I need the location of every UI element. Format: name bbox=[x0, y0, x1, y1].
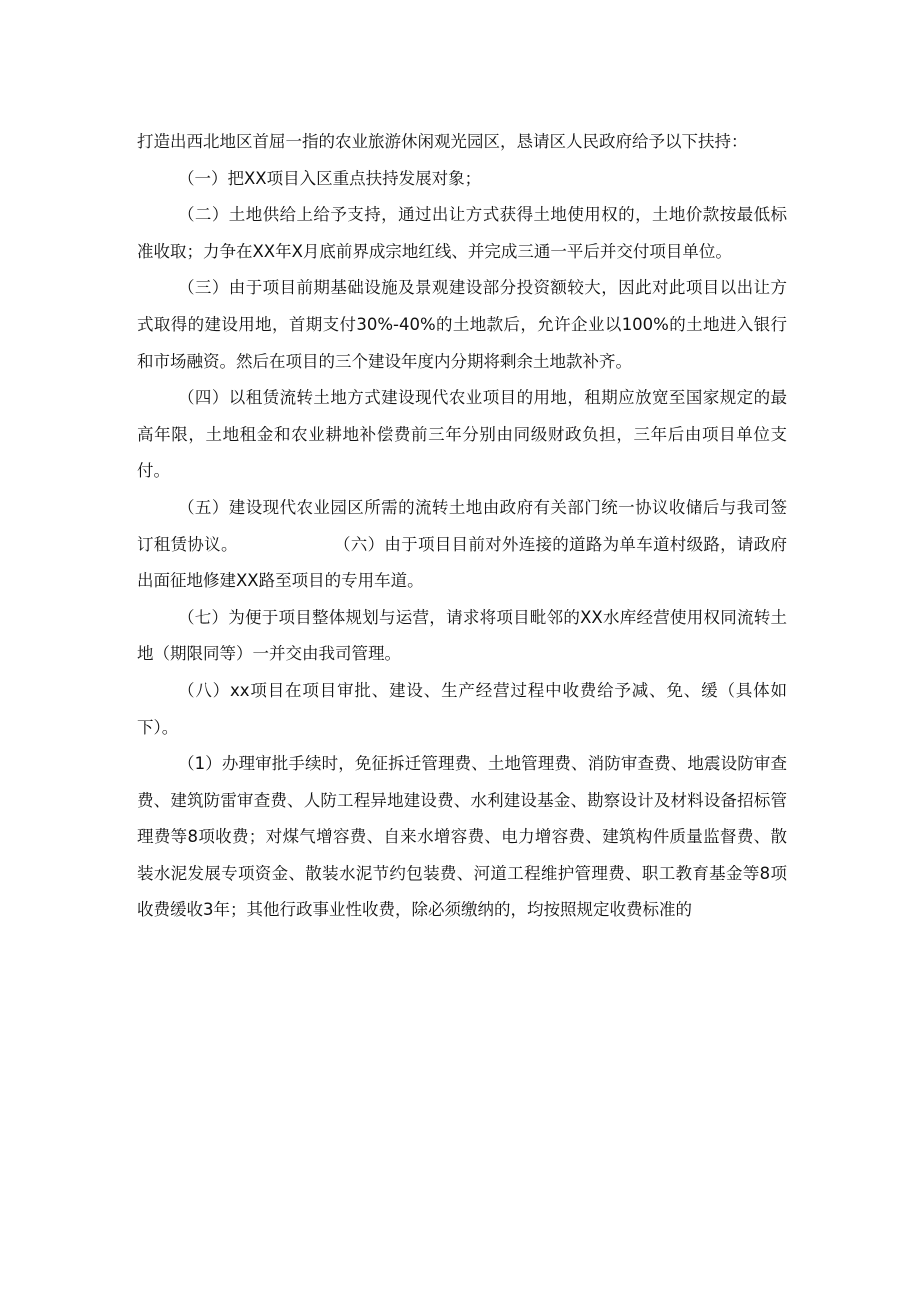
paragraph-item-6: （六）由于项目目前对外连接的道路为单车道村级路，请政府出面征地修建XX路至项目的专用车道。 bbox=[137, 534, 788, 591]
paragraph-item-7: （七）为便于项目整体规划与运营，请求将项目毗邻的XX水库经营使用权同流转土地（期限同等）一并交由我司管理。 bbox=[137, 607, 787, 664]
paragraph-item-3: （三）由于项目前期基础设施及景观建设部分投资额较大，因此对此项目以出让方式取得的建设用地，首期支付30%-40%的土地款后，允许企业以100%的土地进入银行和市场融资。然后在项目的三个建设年度内分期将剩余土地款补齐。 bbox=[137, 278, 787, 371]
paragraph-item-8: （八）xx项目在项目审批、建设、生产经营过程中收费给予减、免、缓（具体如下）。 bbox=[137, 680, 787, 737]
paragraph-item-4: （四）以租赁流转土地方式建设现代农业项目的用地，租期应放宽至国家规定的最高年限，土地租金和农业耕地补偿费前三年分别由同级财政负担，三年后由项目单位支付。 bbox=[137, 388, 787, 481]
paragraph-intro: 打造出西北地区首屈一指的农业旅游休闲观光园区，恳请区人民政府给予以下扶持： bbox=[137, 132, 748, 151]
document-body bbox=[137, 124, 787, 929]
paragraph-subitem-1: （1）办理审批手续时，免征拆迁管理费、土地管理费、消防审查费、地震设防审查费、建筑防雷审查费、人防工程异地建设费、水利建设基金、勘察设计及材料设备招标管理费等8项收费；对煤气增容费、自来水增容费、电力增容费、建筑构件质量监督费、散装水泥发展专项资金、散装水泥节约包装费、河道工程维护管理费、职工教育基金等8项收费缓收3年；其他行政事业性收费，除必须缴纳的，均按照规定收费标准的 bbox=[137, 754, 787, 920]
paragraph-item-2: （二）土地供给上给予支持，通过出让方式获得土地使用权的，土地价款按最低标准收取；力争在XX年X月底前界成宗地红线、并完成三通一平后并交付项目单位。 bbox=[137, 205, 787, 261]
paragraph-item-5-6 bbox=[137, 490, 787, 600]
paragraph-item-1: （一）把XX项目入区重点扶持发展对象； bbox=[178, 168, 482, 188]
paragraph-item-5: （五）建设现代农业园区所需的流转土地由政府有关部门统一协议收储后与我司签订租赁协议。 bbox=[137, 497, 787, 554]
